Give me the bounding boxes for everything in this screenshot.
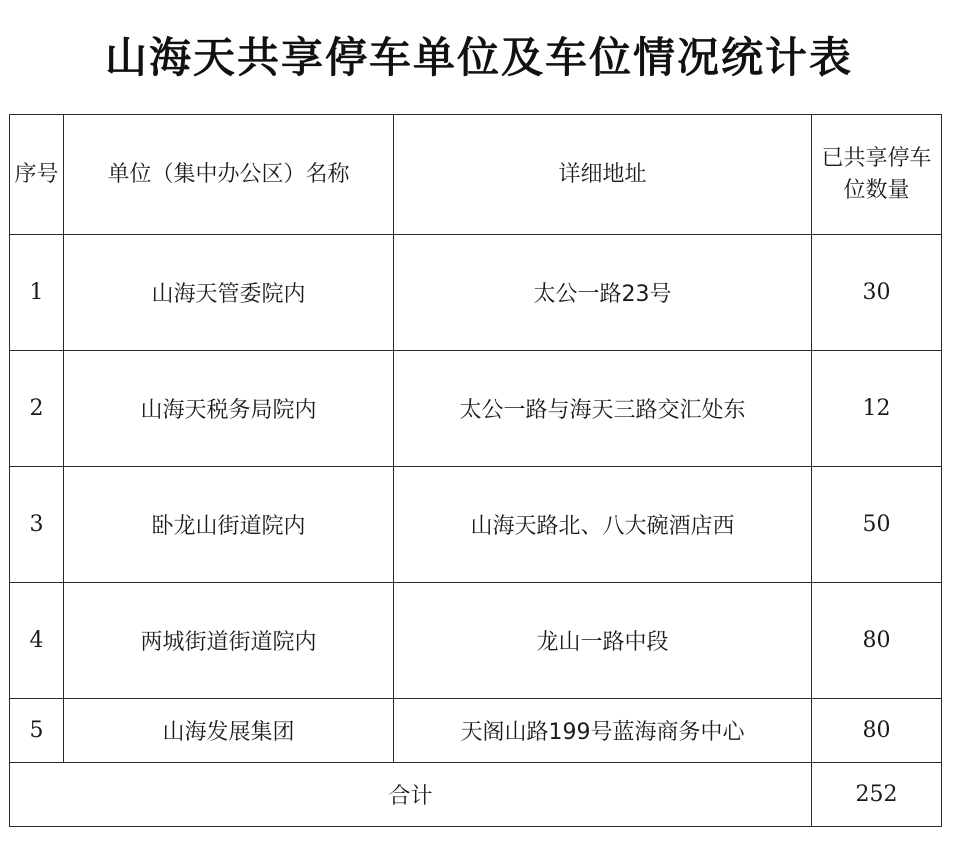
table-header-row xyxy=(10,115,942,235)
row-spaces: 30 xyxy=(812,235,942,351)
table-row xyxy=(10,235,942,351)
row-address: 太公一路23号 xyxy=(394,235,812,351)
row-address: 龙山一路中段 xyxy=(394,583,812,699)
row-index: 5 xyxy=(10,699,64,763)
row-name: 山海天税务局院内 xyxy=(64,351,394,467)
page-title: 山海天共享停车单位及车位情况统计表 xyxy=(104,33,853,82)
header-address: 详细地址 xyxy=(394,115,812,235)
row-address: 太公一路与海天三路交汇处东 xyxy=(394,351,812,467)
total-value: 252 xyxy=(812,763,942,827)
row-spaces: 80 xyxy=(812,583,942,699)
row-address: 天阁山路199号蓝海商务中心 xyxy=(394,699,812,763)
row-name: 山海发展集团 xyxy=(64,699,394,763)
table-row xyxy=(10,467,942,583)
row-index: 4 xyxy=(10,583,64,699)
row-name: 两城街道街道院内 xyxy=(64,583,394,699)
total-row xyxy=(10,763,942,827)
row-address: 山海天路北、八大碗酒店西 xyxy=(394,467,812,583)
table-row xyxy=(10,583,942,699)
table-row xyxy=(10,351,942,467)
row-name: 山海天管委院内 xyxy=(64,235,394,351)
header-name: 单位（集中办公区）名称 xyxy=(64,115,394,235)
row-spaces: 12 xyxy=(812,351,942,467)
row-index: 3 xyxy=(10,467,64,583)
header-index: 序号 xyxy=(10,115,64,235)
row-index: 2 xyxy=(10,351,64,467)
row-name: 卧龙山街道院内 xyxy=(64,467,394,583)
statistics-table xyxy=(9,114,942,827)
table-row xyxy=(10,699,942,763)
row-index: 1 xyxy=(10,235,64,351)
row-spaces: 80 xyxy=(812,699,942,763)
header-spaces: 已共享停车位数量 xyxy=(812,115,942,235)
total-label: 合计 xyxy=(10,763,812,827)
row-spaces: 50 xyxy=(812,467,942,583)
